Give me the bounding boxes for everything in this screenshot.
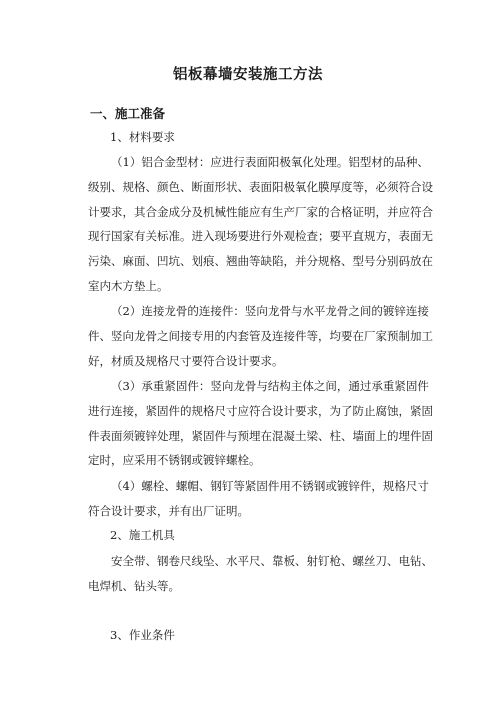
subheading-tools: 2、施工机具 — [110, 528, 175, 542]
text-line: 件、竖向龙骨之间接专用的内套管及连接件等，均要在厂家预制加工 — [88, 328, 433, 343]
text-line: （1）铝合金型材：应进行表面阳极氧化处理。铝型材的品种、 — [111, 155, 429, 169]
paragraph-tools — [88, 549, 433, 599]
section-heading-preparation: 一、施工准备 — [90, 106, 166, 121]
paragraph-load-fasteners — [88, 374, 433, 473]
text-line: 电焊机、钻头等。 — [88, 578, 180, 593]
subheading-working-conditions: 3、作业条件 — [110, 628, 175, 642]
paragraph-bolts-nuts — [88, 474, 429, 524]
text-line: （4）螺栓、螺帽、钢钉等紧固件用不锈钢或镀锌件，规格尺寸 — [111, 479, 429, 493]
text-line: （2）连接龙骨的连接件：竖向龙骨与水平龙骨之间的镀锌连接 — [111, 304, 429, 318]
text-line: 好，材质及规格尺寸要符合设计要求。 — [88, 353, 284, 368]
text-line: 进行连接，紧固件的规格尺寸应符合设计要求，为了防止腐蚀，紧固 — [88, 403, 433, 418]
text-line: 计要求，其合金成分及机械性能应有生产厂家的合格证明，并应符合 — [88, 204, 433, 219]
text-line: 污染、麻面、凹坑、划痕、翘曲等缺陷，并分规格、型号分别码放在 — [88, 254, 433, 269]
text-line: 室内木方垫上。 — [88, 278, 169, 293]
text-line: 级别、规格、颜色、断面形状、表面阳极氧化膜厚度等，必须符合设 — [88, 179, 433, 194]
text-line: 件表面须镀锌处理，紧固件与预埋在混凝土梁、柱、墙面上的埋件固 — [88, 428, 433, 443]
document-title: 铝板幕墙安装施工方法 — [173, 66, 323, 83]
paragraph-connectors — [88, 299, 433, 373]
text-line: 安全带、钢卷尺线坠、水平尺、靠板、射钉枪、螺丝刀、电钻、 — [111, 554, 433, 568]
text-line: 符合设计要求，并有出厂证明。 — [88, 503, 249, 518]
text-line: 现行国家有关标准。进入现场要进行外观检查；要平直规方，表面无 — [88, 229, 433, 244]
text-line: 定时，应采用不锈钢或镀锌螺栓。 — [88, 453, 261, 468]
subheading-material-requirements: 1、材料要求 — [110, 130, 175, 144]
text-line: （3）承重紧固件：竖向龙骨与结构主体之间，通过承重紧固件 — [111, 379, 429, 393]
paragraph-aluminum-profiles — [88, 150, 433, 299]
